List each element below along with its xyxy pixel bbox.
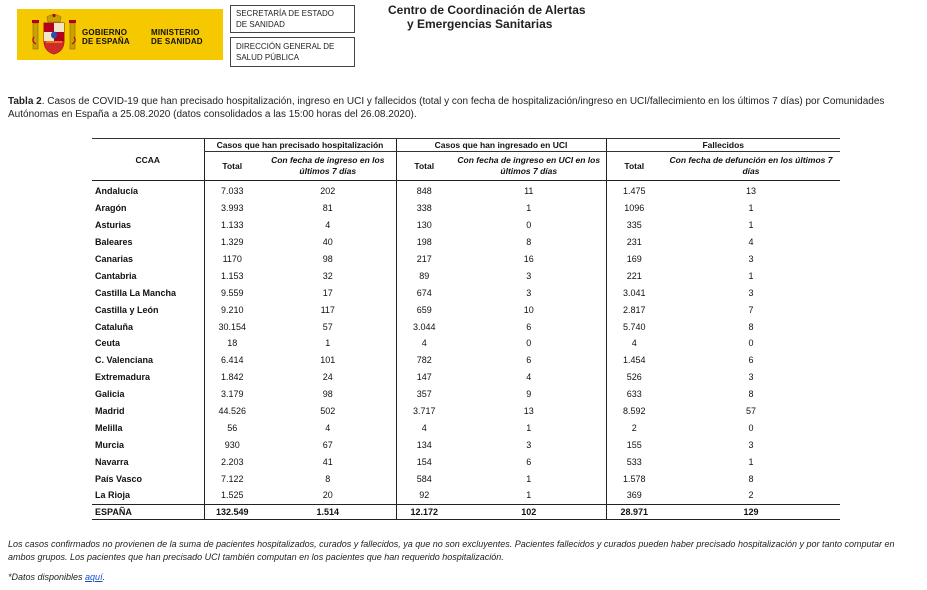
hosp-recent-cell: 4 [325,422,331,433]
uci-total-cell: 3.044 [396,318,452,335]
data-link[interactable]: aquí [85,572,103,582]
uci-recent-cell: 1 [526,422,532,433]
uci-recent-cell: 3 [526,270,532,281]
hosp-recent-cell: 41 [322,456,333,467]
table-row [92,267,840,284]
hosp-total-cell: 1.133 [204,217,260,234]
hosp-total-cell: 3.179 [204,386,260,403]
fall-total-cell: 2.817 [606,301,662,318]
secretaria-box [230,5,355,33]
uci-total-cell: 782 [396,352,452,369]
uci-total-cell: 674 [396,284,452,301]
uci-total-cell: 338 [396,200,452,217]
fall-total-cell: 4 [606,335,662,352]
hosp-recent-cell: 101 [320,355,336,366]
hosp-recent-cell: 20 [322,490,333,501]
uci-recent-cell: 4 [526,372,532,383]
uci-total-cell: 134 [396,436,452,453]
hosp-recent-cell: 17 [322,287,333,298]
fall-recent-cell: 1 [748,456,754,467]
hosp-recent-cell: 40 [322,237,333,248]
row-name-cell: Castilla La Mancha [95,287,177,298]
row-name-cell: Extremadura [95,372,151,383]
uci-recent-header: Con fecha de ingreso en UCI en los últimos 7 días [452,152,606,181]
table-row [92,470,840,487]
fall-recent-cell: 4 [748,237,754,248]
center-title-line-2: y Emergencias Sanitarias [407,17,553,31]
row-name-cell: Castilla y León [95,304,159,315]
fall-recent-cell: 3 [748,287,754,298]
hosp-recent-cell: 4 [325,220,331,231]
uci-total-cell: 357 [396,386,452,403]
table-row [92,419,840,436]
hosp-total-cell: 56 [204,419,260,436]
uci-recent-cell: 1 [526,490,532,501]
fall-total-cell: 533 [606,453,662,470]
fall-total-cell: 155 [606,436,662,453]
fall-recent-cell: 2 [748,490,754,501]
row-name-cell: La Rioja [95,490,131,501]
hosp-total-cell: 3.993 [204,200,260,217]
subheader-row [92,152,840,181]
uci-recent-cell: 6 [526,355,532,366]
row-name-cell: Cantabria [95,270,137,281]
uci-total-header: Total [396,152,452,181]
table-row [92,335,840,352]
ministry-line-2: DE SANIDAD [151,37,203,46]
table-row [92,436,840,453]
uci-total-cell: 198 [396,234,452,251]
uci-recent-cell: 13 [523,406,534,417]
hosp-recent-cell: 502 [320,406,336,417]
fall-total-cell: 2 [606,419,662,436]
document-header [0,0,927,72]
secretaria-line-2: DE SANIDAD [236,20,285,29]
table-row [92,487,840,504]
footnote [8,572,105,582]
hosp-total-cell: 1.842 [204,369,260,386]
hosp-recent-cell: 98 [322,389,333,400]
total-hosp-recent: 1.514 [260,504,396,519]
fall-recent-cell: 7 [748,304,754,315]
fall-total-cell: 526 [606,369,662,386]
group-fall-header: Fallecidos [606,139,840,152]
coat-of-arms-icon [31,13,77,56]
ministry-line-1: MINISTERIO [151,28,200,37]
ccaa-header: CCAA [92,139,204,181]
hosp-recent-cell: 32 [322,270,333,281]
hosp-recent-cell: 98 [322,254,333,264]
row-name-cell: Ceuta [95,338,121,349]
row-name-cell: Navarra [95,456,129,467]
fall-recent-cell: 1 [748,203,754,214]
total-hosp-total: 132.549 [204,504,260,519]
hosp-total-cell: 9.559 [204,284,260,301]
group-hosp-header: Casos que han precisado hospitalización [204,139,396,152]
uci-recent-cell: 16 [523,254,534,264]
fall-recent-header: Con fecha de defunción en los últimos 7 días [662,152,840,181]
uci-recent-cell: 6 [526,321,532,332]
fall-recent-cell: 1 [748,220,754,231]
uci-total-cell: 659 [396,301,452,318]
row-name-cell: Andalucía [95,186,139,197]
uci-recent-cell: 3 [526,287,532,298]
hosp-recent-cell: 117 [320,304,335,315]
direccion-line-1: DIRECCIÓN GENERAL DE [236,42,335,51]
ministry-name-text [151,28,203,46]
uci-total-cell: 147 [396,369,452,386]
footnote-suffix: . [102,572,106,582]
covid-table [92,138,840,520]
row-name-cell: Cataluña [95,321,134,332]
fall-total-cell: 8.592 [606,403,662,420]
table-row [92,369,840,386]
fall-recent-cell: 3 [748,439,754,450]
table-row [92,301,840,318]
uci-total-cell: 217 [396,251,452,268]
fall-recent-cell: 0 [748,422,754,433]
fall-total-cell: 1096 [606,200,662,217]
center-title [388,3,586,31]
fall-total-cell: 633 [606,386,662,403]
uci-total-cell: 92 [396,487,452,504]
total-fall-total: 28.971 [606,504,662,519]
table-row [92,318,840,335]
secretaria-line-1: SECRETARÍA DE ESTADO [236,9,334,18]
hosp-recent-cell: 67 [322,439,333,450]
table-row [92,453,840,470]
footnote-prefix: *Datos disponibles [8,572,86,582]
group-header-row [92,139,840,152]
gov-line-1: GOBIERNO [82,28,128,37]
total-fall-recent: 129 [662,504,840,519]
hosp-total-cell: 1170 [204,251,260,268]
fall-recent-cell: 8 [748,389,754,400]
hosp-total-cell: 1.329 [204,234,260,251]
table-row [92,386,840,403]
hosp-total-cell: 6.414 [204,352,260,369]
hosp-total-cell: 930 [204,436,260,453]
hosp-total-cell: 7.033 [204,181,260,200]
uci-recent-cell: 10 [523,304,534,315]
fall-total-cell: 3.041 [606,284,662,301]
table-row [92,217,840,234]
row-name-cell: Madrid [95,406,125,417]
uci-total-cell: 584 [396,470,452,487]
row-name-cell: Melilla [95,422,123,433]
fall-total-cell: 1.475 [606,181,662,200]
uci-total-cell: 4 [396,419,452,436]
row-name-cell: Murcia [95,439,125,450]
row-name-cell: Baleares [95,237,133,248]
caption-text: . Casos de COVID-19 que han precisado hospitalización, ingreso en UCI y fallecidos (total y con fecha de hospitalización/ingreso en UCI/fallecimiento en los últimos 7 días) por Comunidades Autónomas en España a 25.08.2020 (datos consolidados a las 15:00 horas del 26.08.2020). [8,96,885,120]
fall-total-cell: 221 [606,267,662,284]
fall-recent-cell: 1 [748,270,754,281]
uci-recent-cell: 1 [526,473,532,484]
total-row-name: ESPAÑA [92,504,204,519]
hosp-recent-header: Con fecha de ingreso en los últimos 7 días [260,152,396,181]
table-body [92,181,840,505]
hosp-recent-cell: 81 [322,203,333,214]
hosp-recent-cell: 8 [325,473,331,484]
uci-recent-cell: 11 [524,186,534,197]
row-name-cell: País Vasco [95,473,143,484]
methodology-note: Los casos confirmados no provienen de la suma de pacientes hospitalizados, curados y fallecidos, ya que no son excluyentes. Pacientes fallecidos y curados pueden haber precisado hospitalización y por tanto computar en ambos grupos. Los pacientes que han precisado UCI también computan en los pacientes que han requerido hospitalización. [8,539,895,562]
uci-recent-cell: 8 [526,237,532,248]
uci-recent-cell: 0 [526,220,532,231]
fall-total-cell: 1.454 [606,352,662,369]
table-row [92,251,840,268]
table-row [92,284,840,301]
fall-total-cell: 1.578 [606,470,662,487]
table-row [92,352,840,369]
hosp-total-cell: 9.210 [204,301,260,318]
row-name-cell: Asturias [95,220,132,231]
fall-recent-cell: 57 [745,406,756,417]
table-row [92,181,840,200]
table-row [92,403,840,420]
gov-name-text [82,28,130,46]
table-caption [8,95,913,121]
uci-total-cell: 130 [396,217,452,234]
uci-recent-cell: 0 [526,338,532,349]
row-name-cell: Aragón [95,203,127,214]
uci-total-cell: 89 [396,267,452,284]
uci-recent-cell: 9 [526,389,532,400]
table-row [92,200,840,217]
government-logo-block [17,9,223,60]
uci-total-cell: 3.717 [396,403,452,420]
hosp-total-cell: 44.526 [204,403,260,420]
hosp-total-cell: 1.525 [204,487,260,504]
caption-label: Tabla 2 [8,96,42,107]
hosp-recent-cell: 57 [322,321,333,332]
uci-recent-cell: 1 [526,203,532,214]
fall-total-cell: 169 [606,251,662,268]
row-name-cell: Galicia [95,389,125,400]
hosp-recent-cell: 202 [320,186,336,197]
hosp-recent-cell: 1 [325,338,331,349]
hosp-total-header: Total [204,152,260,181]
uci-recent-cell: 6 [526,456,532,467]
fall-recent-cell: 0 [748,338,754,349]
direccion-line-2: SALUD PÚBLICA [236,53,300,62]
row-name-cell: Canarias [95,254,134,264]
fall-total-cell: 369 [606,487,662,504]
uci-recent-cell: 3 [526,439,532,450]
fall-recent-cell: 8 [748,321,754,332]
fall-total-cell: 335 [606,217,662,234]
table-row [92,234,840,251]
uci-total-cell: 848 [396,181,452,200]
fall-recent-cell: 3 [748,254,754,264]
fall-recent-cell: 3 [748,372,754,383]
direccion-general-box [230,37,355,67]
total-row [92,504,840,519]
fall-total-cell: 231 [606,234,662,251]
hosp-total-cell: 7.122 [204,470,260,487]
hosp-total-cell: 18 [204,335,260,352]
gov-line-2: DE ESPAÑA [82,37,130,46]
total-uci-recent: 102 [452,504,606,519]
hosp-total-cell: 1.153 [204,267,260,284]
fall-recent-cell: 6 [748,355,754,366]
hosp-total-cell: 2.203 [204,453,260,470]
group-uci-header: Casos que han ingresado en UCI [396,139,606,152]
fall-total-header: Total [606,152,662,181]
fall-total-cell: 5.740 [606,318,662,335]
center-title-line-1: Centro de Coordinación de Alertas [388,3,586,17]
uci-total-cell: 4 [396,335,452,352]
total-uci-total: 12.172 [396,504,452,519]
uci-total-cell: 154 [396,453,452,470]
row-name-cell: C. Valenciana [95,355,154,366]
fall-recent-cell: 8 [748,473,754,484]
hosp-total-cell: 30.154 [204,318,260,335]
hosp-recent-cell: 24 [322,372,333,383]
fall-recent-cell: 13 [745,186,756,197]
